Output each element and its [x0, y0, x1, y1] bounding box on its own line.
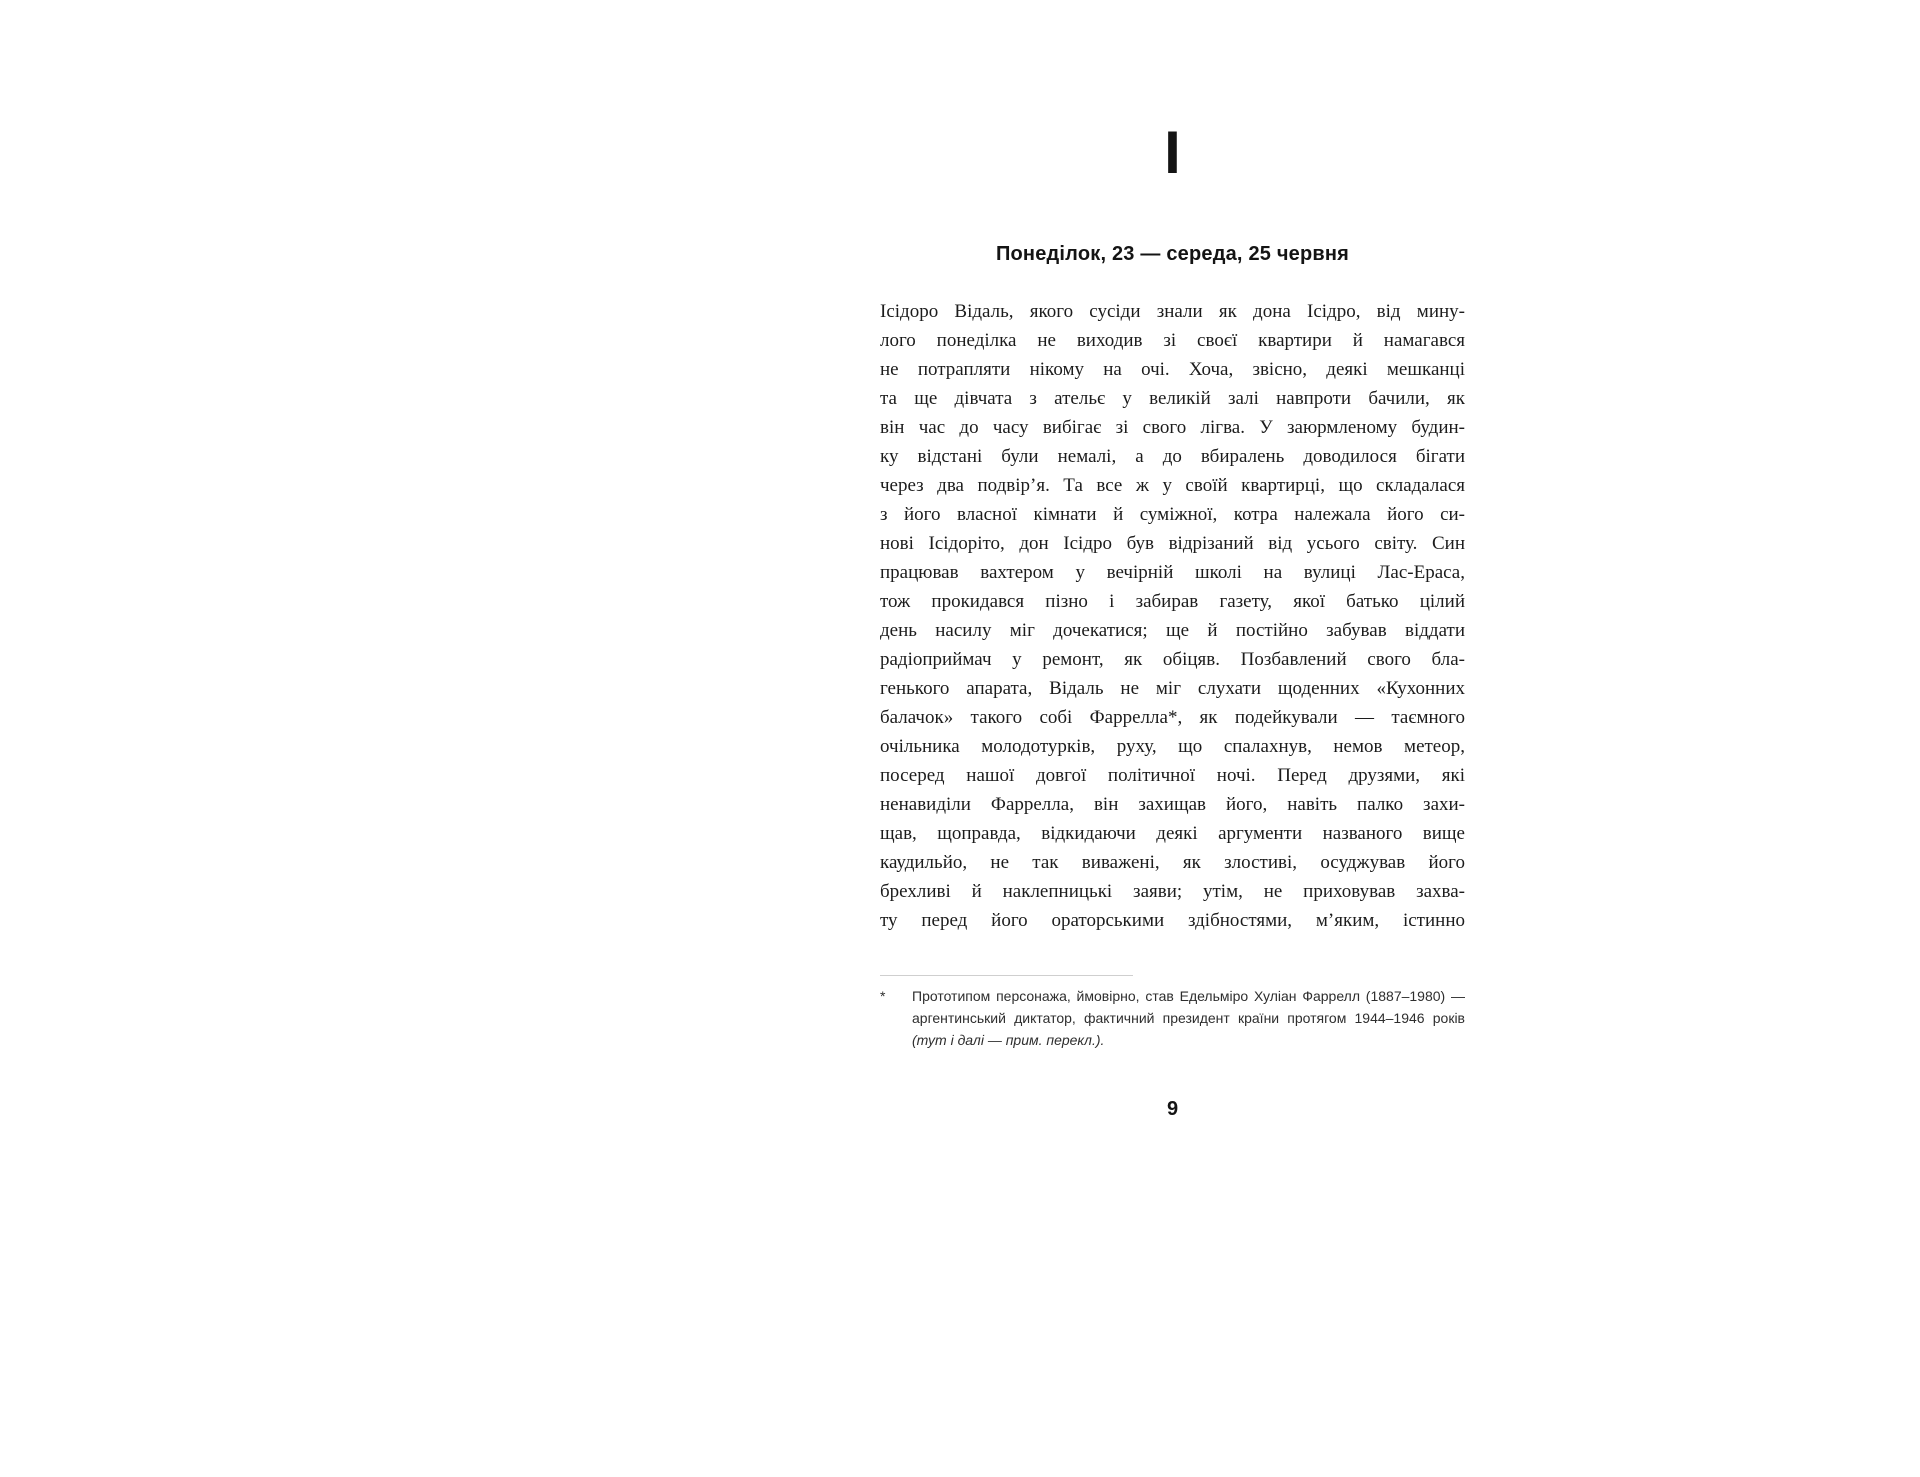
body-line: ненавиділи Фаррелла, він захищав його, навіть палко захи- [880, 794, 1465, 815]
body-line: та ще дівчата з ательє у великій залі навпроти бачили, як [880, 388, 1465, 409]
chapter-number: I [1164, 119, 1181, 186]
chapter-date-heading: Понеділок, 23 — середа, 25 червня [995, 243, 1350, 265]
body-line: каудильйо, не так виважені, як злостиві, осуджував його [880, 852, 1465, 873]
body-line: ку відстані були немалі, а до вбиралень доводилося бігати [880, 446, 1465, 467]
body-line: ту перед його ораторськими здібностями, м’яким, істинно [880, 910, 1465, 931]
footnote-text [912, 985, 1465, 1051]
body-line: через два подвір’я. Та все ж у своїй квартирці, що складалася [880, 475, 1465, 496]
footnote-line: Прототипом персонажа, ймовірно, став Едельміро Хуліан Фаррелл (1887–1980) — [912, 988, 1465, 1004]
body-line: лого понеділка не виходив зі своєї квартири й намагався [880, 330, 1465, 351]
body-line: посеред нашої довгої політичної ночі. Перед друзями, які [880, 765, 1465, 786]
body-line: брехливі й наклепницькі заяви; утім, не приховував захва- [880, 881, 1465, 902]
body-line: нові Ісідоріто, дон Ісідро був відрізаний від усього світу. Син [880, 533, 1465, 554]
body-line: радіоприймач у ремонт, як обіцяв. Позбавлений свого бла- [880, 649, 1465, 670]
body-line: генького апарата, Відаль не міг слухати щоденних «Кухонних [880, 678, 1465, 699]
body-line: щав, щоправда, відкидаючи деякі аргументи названого вище [880, 823, 1465, 844]
footnote-marker: * [880, 988, 886, 1004]
body-line: працював вахтером у вечірній школі на вулиці Лас-Ераса, [880, 562, 1465, 583]
body-line: Ісідоро Відаль, якого сусіди знали як дона Ісідро, від мину- [880, 301, 1465, 322]
body-line: з його власної кімнати й суміжної, котра належала його си- [880, 504, 1465, 525]
footnote-line: аргентинський диктатор, фактичний президент країни протягом 1944–1946 років [912, 1010, 1465, 1026]
body-line: тож прокидався пізно і забирав газету, якої батько цілий [880, 591, 1465, 612]
body-line: день насилу міг дочекатися; ще й постійно забував віддати [880, 620, 1465, 641]
body-text [880, 297, 1465, 935]
body-line: не потрапляти нікому на очі. Хоча, звісно, деякі мешканці [880, 359, 1465, 380]
body-line: очільника молодотурків, руху, що спалахнув, немов метеор, [880, 736, 1465, 757]
body-line: балачок» такого собі Фаррелла*, як подейкували — таємного [880, 707, 1465, 728]
footnote-divider [880, 975, 1133, 976]
page-number: 9 [1166, 1098, 1179, 1120]
body-line: він час до часу вибігає зі свого лігва. У заюрмленому будин- [880, 417, 1465, 438]
footnote [880, 985, 1465, 1051]
footnote-line: (тут і далі — прим. перекл.). [912, 1032, 1105, 1048]
text-column [880, 0, 1465, 1477]
